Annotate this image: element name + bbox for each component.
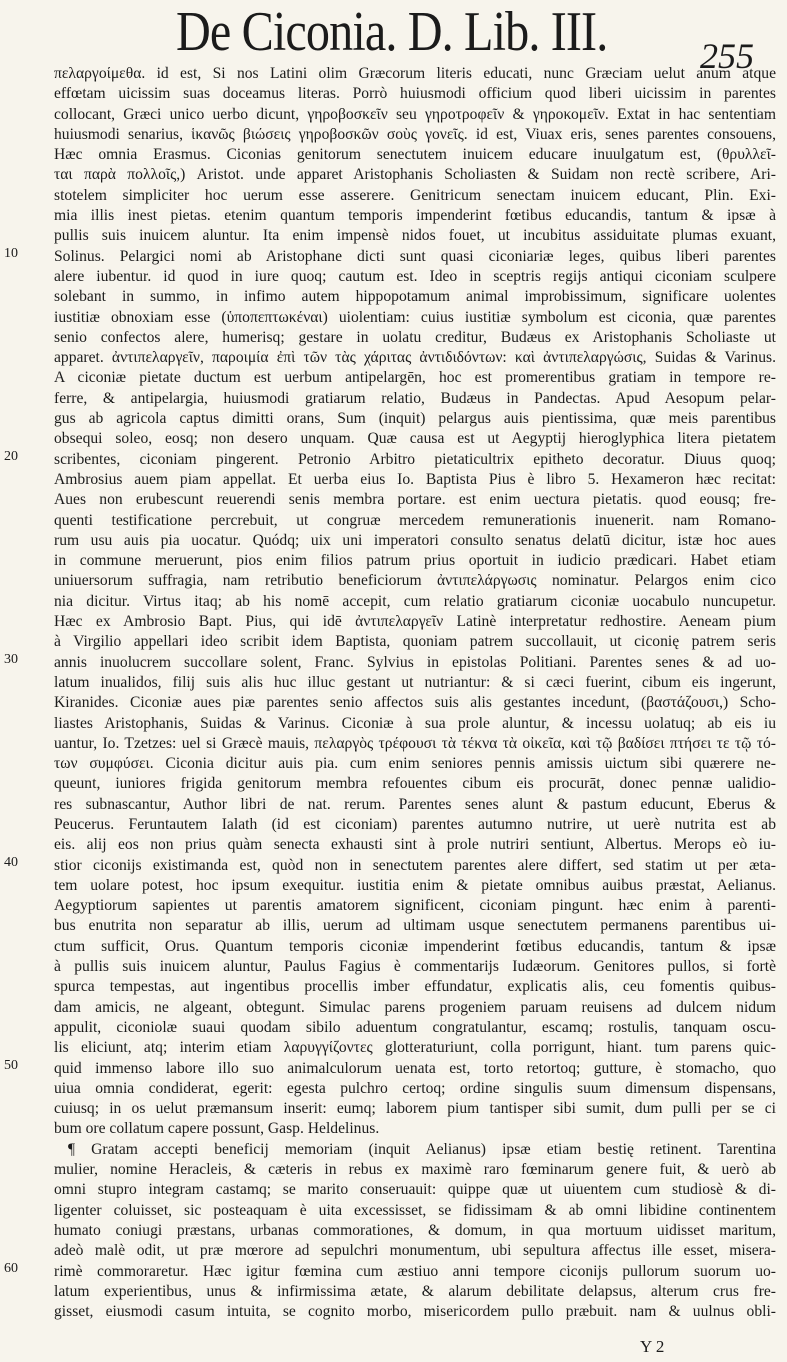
text-line: omni stupro integram castamq; se marito conseruauit: quippe quæ ut uiuentem cum studiosè & di- [54, 1181, 776, 1199]
page-number: 255 [700, 36, 754, 76]
text-line: appulit, ciconiolæ suaui quodam sibilo aduentum congratulantur, escamq; rostulis, tanquam oscu- [54, 1018, 776, 1036]
text-line: rum usu auis pia uocatur. Quódq; uix uni imperatori consulto senatus delatū dicitur, istæ hoc aues [54, 531, 776, 549]
text-line: ¶ Gratam accepti beneficij memoriam (inquit Aelianus) ipsæ etiam bestię retinent. Tarentina [68, 1140, 776, 1158]
text-line: iustitiæ obnoxiam esse (ὑποπεπτωκέναι) uiolentiam: cuius iustitiæ symbolum est ciconia, quæ parentes [54, 308, 776, 326]
text-line: humato coniugi præstans, urbanas commorationes, & domum, in qua mortuum uidisset maritum, [54, 1221, 776, 1239]
text-line: των συμφύσει. Ciconia dicitur auis pia. cum enim seniores pennis amissis uictum sibi quærere ne- [54, 755, 776, 773]
text-line: bum ore collatum capere possunt, Gasp. Heldelinus. [54, 1120, 380, 1138]
text-line: gus ab agricola captus dimitti orans, Sum (inquit) pelargus auis pientissima, quæ meis parentibus [54, 410, 776, 428]
line-number-60: 60 [4, 1261, 18, 1276]
line-number-40: 40 [4, 855, 18, 870]
text-line: effœtam uicissim suas doceamus literas. Porrò huiusmodi officium quod liberi uicissim in parentes [54, 85, 776, 103]
running-title: De Ciconia. D. Lib. III. [176, 1, 608, 63]
text-line: latum experientibus, unus & infirmissima ætate, & alarum debilitate delapsus, alterum crus fre- [54, 1282, 776, 1300]
text-line: in commune meruerunt, pios enim filios patrum prius oportuit in iudicio prædicari. Habet etiam [54, 552, 776, 570]
text-line: apparet. ἀντιπελαργεῖν, παροιμία ἐπὶ τῶν τὰς χάριτας ἀντιδιδόντων: καὶ ἀντιπελαργώσις, Suidas & Varinus. [54, 349, 776, 367]
text-line: quid immenso labore illo suo animalculorum uenata est, torto retortoq; gutture, è stomacho, quo [54, 1059, 776, 1077]
text-line: ται παρὰ πολλοῖς,) Aristot. unde apparet Aristophanis Scholiasten & Suidam non rectè scribere, Ari- [54, 166, 776, 184]
text-line: dam amicis, ne algeant, obtegunt. Simulac parens progeniem paruam reuisens ad dulcem nidum [54, 998, 776, 1016]
text-line: latum inualidos, filij suis alis huc illuc gestant ut nutriantur: & si cæci fuerint, cibum eis ingerunt, [54, 673, 776, 691]
text-line: Ambrosius auem piam appellat. Et uerba eius Io. Baptista Pius è libro 5. Hexameron hæc recitat: [54, 470, 776, 488]
text-line: bus enutrita non separatur ab illis, uerum ad ultimam usque senectutem permanens parentibus ui- [54, 917, 776, 935]
text-line: stior ciconijs existimanda est, quòd non in senectutem parentes alere differt, sed statim ut per æta- [54, 856, 776, 874]
text-line: quenti testificatione percrebuit, ut congruæ mercedem remunerationis inuenerit. nam Romano- [54, 511, 776, 529]
text-line: res subnascantur, Author libri de nat. rerum. Parentes senes alunt & pastum educunt, Eberus & [54, 795, 776, 813]
text-line: ferre, & antipelargia, huiusmodi gratiarum relatio, Budæus in Pandectas. Apud Aesopum pelar- [54, 389, 776, 407]
line-number-10: 10 [4, 246, 18, 261]
text-line: uantur, Io. Tzetzes: uel si Græcè mauis, πελαργὸς τρέφουσι τὰ τέκνα τὰ οἰκεῖα, καὶ τῷ βαδίσει πτήσει τε τῷ τό- [54, 734, 776, 752]
signature-mark: Y 2 [640, 1337, 665, 1356]
text-line: gisset, eiusmodi casum intuita, se cognito morbo, misericordem pullo præbuit. nam & uulnus obli- [54, 1303, 776, 1321]
text-line: eis. alij eos non prius quàm senecta exhausti sint à prole nutriri sentiunt, Albertus. Merops eò iu- [54, 836, 776, 854]
text-line: uiua omnia condiderat, egerit: egesta pulchro certoq; ordine singulis suum dimensum dispensans, [54, 1079, 776, 1097]
text-line: mulier, nomine Heracleis, & cæteris in rebus ex maximè raro fœminarum genere fuit, & uerò ab [54, 1161, 776, 1179]
text-line: liastes Aristophanis, Suidas & Varinus. Ciconiæ à sua prole aluntur, & incessu uolatuq; ab eis iu [54, 714, 776, 732]
text-line: Aegyptiorum sapientes ut parentis amatorem significent, ciconiam pingunt. hæc enim à parenti- [54, 897, 776, 915]
text-line: A ciconiæ pietate ductum est uerbum antipelargēn, hoc est promerentibus gratiam in tempore re- [54, 369, 776, 387]
text-line: Aues non erubescunt reuerendi senis membra portare. est enim uectura pietatis. quod eousq; fre- [54, 491, 776, 509]
text-line: obsequi soleo, eosq; non desero unquam. Quæ causa est ut Aegyptij hieroglyphica litera pietatem [54, 430, 776, 448]
line-number-20: 20 [4, 449, 18, 464]
text-line: spurca tempestas, aut ingentibus procellis imber effundatur, explicatis alis, ceu fomentis quibus- [54, 978, 776, 996]
text-line: à Virgilio appellari ideo scribit idem Baptista, quoniam patrem succollauit, ut ciconię patrem seris [54, 633, 776, 651]
text-line: nia dicitur. Virtus itaq; ab his nomē accepit, cum relatio gratiarum ciconiæ uocabulo nuncupetur. [54, 592, 776, 610]
line-number-30: 30 [4, 652, 18, 667]
text-line: tem uolare potest, hoc ipsum exequitur. iustitia enim & pietate omnibus auibus præstat, Aelianus. [54, 876, 776, 894]
line-number-50: 50 [4, 1058, 18, 1073]
text-line: pullis suis inuicem aluntur. Ita enim impensè nidos fouet, ut incubitus assiduitate plumas exuant, [54, 227, 776, 245]
text-line: huiusmodi senarius, ἱκανῶς βιώσεις γηροβοσκῶν σοὺς γονεῖς. id est, Viuax eris, senes parentes consouens, [54, 125, 776, 143]
text-line: uniuersorum suffragia, nam retributio beneficiorum ἀντιπελάργωσις nominatur. Pelargos enim cico [54, 572, 776, 590]
text-line: Solinus. Pelargici nomi ab Aristophane dicti sunt quasi ciconiariæ leges, quibus liberi parentes [54, 247, 776, 265]
text-line: adeò malè odit, ut præ mœrore ad sepulchri monumentum, ubi sepultura affectus ille esset, misera- [54, 1242, 776, 1260]
text-line: Hæc ex Ambrosio Bapt. Pius, qui idē ἀντιπελαργεῖν Latinè interpretatur redhostire. Aeneam pium [54, 613, 776, 631]
text-line: Hæc omnia Erasmus. Ciconias genitorum senectutem inuicem educare inuulgatum est, (θρυλλεῖ- [54, 146, 776, 164]
text-line: stotelem simpliciter hoc uerum esse asserere. Genitricum senectam inuicem educant, Plin. Exi- [54, 186, 776, 204]
text-line: Kiranides. Ciconiæ aues piæ parentes senio affectos suis alis gestantes incedunt, (βαστάζουσι,) Scho- [54, 694, 776, 712]
text-line: annis inuolucrem succollare solent, Franc. Sylvius in epistolas Politiani. Parentes senes & ad uo- [54, 653, 776, 671]
text-line: collocant, Græci unico uerbo dicunt, γηροβοσκεῖν seu γηροτροφεῖν & γηροκομεῖν. Extat in hac sententiam [54, 105, 776, 123]
text-line: alere iubentur. id quod in iure quoq; cautum est. Ideo in sceptris regijs antiqui ciconiam sculpere [54, 267, 776, 285]
text-line: cuiusq; in os uelut præmansum inserit: eumq; laborem pium tantisper sibi sumit, dum pulli per se ci [54, 1100, 776, 1118]
text-line: rimè commoraretur. Hæc igitur fœmina cum æstiuo anni tempore ciconijs pullorum suorum uo- [54, 1262, 776, 1280]
text-line: senio confectos alere, humerisq; gestare in uolatu creditur, Budæus ex Aristophanis Scholiaste ut [54, 328, 776, 346]
body-text [54, 64, 776, 1322]
text-line: ctum sufficit, Orus. Quantum temporis ciconiæ impenderint fœtibus educandis, tantum & ipsæ [54, 937, 776, 955]
text-line: mia illis inest pietas. etenim quantum temporis impenderint fœtibus educandis, tantum & ipsæ à [54, 207, 776, 225]
text-line: lis eliciunt, atq; interim etiam λαρυγγίζοντες glotteraturiunt, colla porrigunt, hiant. tum parens quic- [54, 1039, 776, 1057]
text-line: scribentes, ciconiam pingerent. Petronio Arbitro pietaticultrix epitheto decoratur. Diuus quoq; [54, 450, 776, 468]
text-line: Peucerus. Feruntautem Ialath (id est ciconiam) parentes autumno nutrire, ut uerè nutrita est ab [54, 815, 776, 833]
text-line: queunt, iuniores frigida genitorum membra refouentes cibum eis procurāt, donec pennæ ualidio- [54, 775, 776, 793]
text-line: ligenter coluisset, sic posteaquam è uita excessisset, se fidissimam & ab omni libidine continentem [54, 1201, 776, 1219]
text-line: solebant in summo, in infimo autem hippopotamum animal improbissimum, significare uolentes [54, 288, 776, 306]
text-line: à pullis suis inuicem aluntur, Paulus Fagius è commentarijs Iudæorum. Genitores pullos, si fortè [54, 958, 776, 976]
text-line: πελαργοίμεθα. id est, Si nos Latini olim Græcorum literis educati, nunc Græciam uelut anum atque [54, 65, 776, 82]
